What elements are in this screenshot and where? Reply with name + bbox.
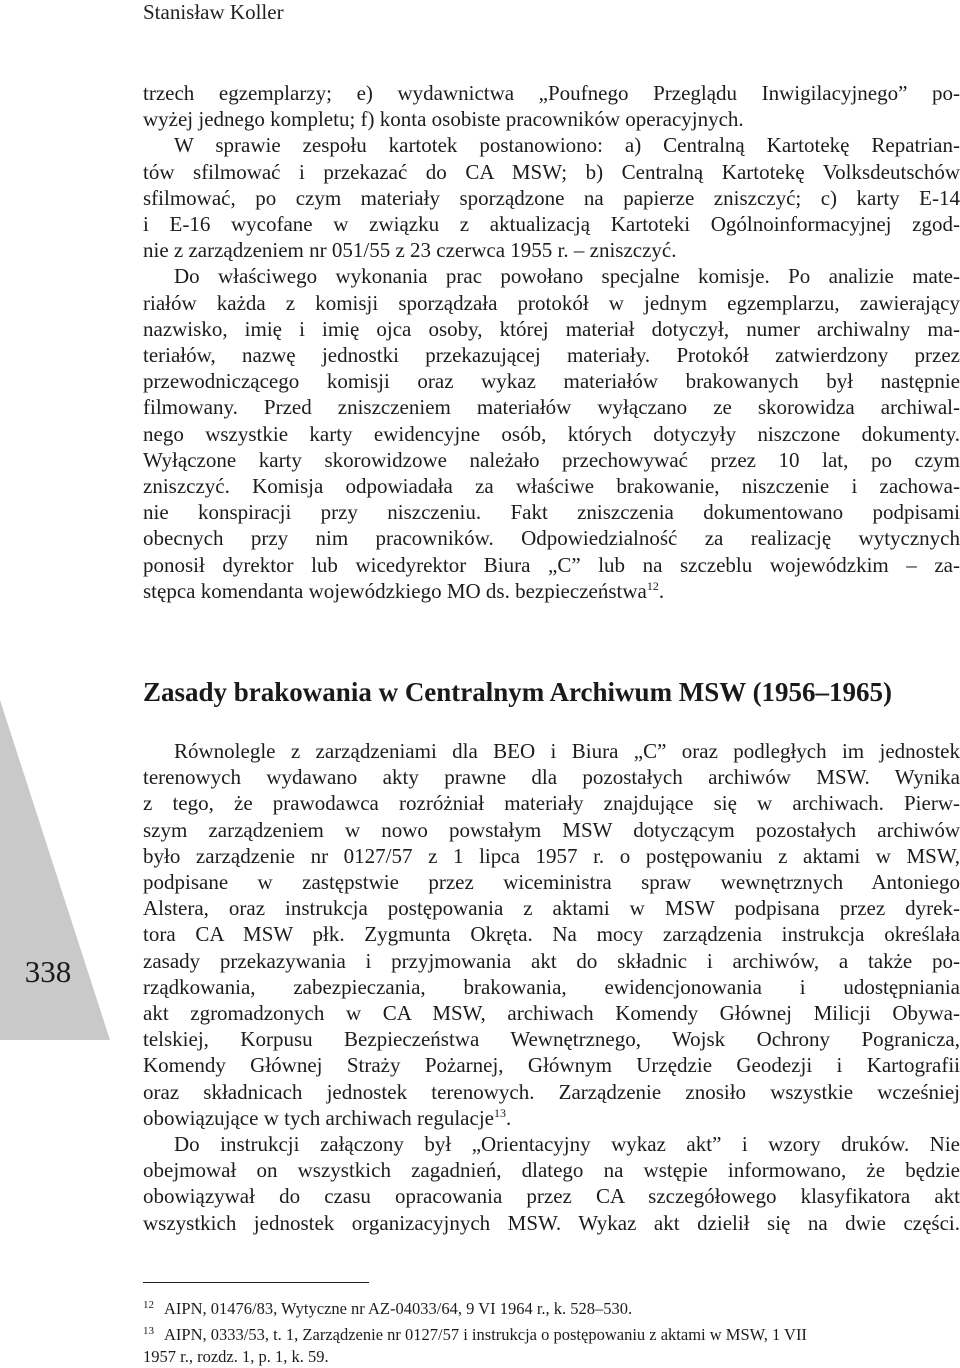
text-line: filmowany. Przed zniszczeniem materiałów wyłączano ze skorowidza archiwal- xyxy=(143,395,960,420)
text-line: W sprawie zespołu kartotek postanowiono: a) Centralną Kartotekę Repatrian- xyxy=(174,133,960,158)
text-line: przewodniczącego komisji oraz wykaz materiałów brakowanych był następnie xyxy=(143,369,960,394)
text-line: nie konspiracji przy niszczeniu. Fakt zniszczenia dokumentowano podpisami xyxy=(143,500,960,525)
page-number: 338 xyxy=(24,954,72,989)
footnote-text: AIPN, 0333/53, t. 1, Zarządzenie nr 0127/57 i instrukcja o postępowaniu z aktami w MSW, 1 VII xyxy=(164,1325,807,1344)
text-line: ponosił dyrektor lub wicedyrektor Biura „C” lub na szczeblu wojewódzkim – za- xyxy=(143,552,960,577)
section-heading: Zasady brakowania w Centralnym Archiwum MSW (1956–1965) xyxy=(143,677,893,707)
text-line: Alstera, oraz instrukcja postępowania z aktami w MSW podpisana przez dyrek- xyxy=(143,896,960,921)
text-line: Komendy Głównej Straży Pożarnej, Głównym Urzędzie Geodezji i Kartografii xyxy=(143,1053,960,1078)
text-line: oraz składnicach jednostek terenowych. Zarządzenie znosiło wszystkie wcześniej xyxy=(143,1079,960,1104)
text-line: nazwisko, imię i imię ojca osoby, której materiał dotyczył, numer archiwalny ma- xyxy=(143,316,960,341)
text-line: Wyłączone karty skorowidzowe należało przechowywać przez 10 lat, po czym xyxy=(143,447,960,472)
footnote xyxy=(143,1294,960,1320)
text-line: wyżej jednego kompletu; f) konta osobiste pracowników operacyjnych. xyxy=(143,107,744,132)
triangle-shape xyxy=(0,700,110,1040)
text-line: Do instrukcji załączony był „Orientacyjny wykaz akt” i wzory druków. Nie xyxy=(174,1132,960,1157)
footnote-text: AIPN, 01476/83, Wytyczne nr AZ-04033/64, 9 VI 1964 r., k. 528–530. xyxy=(164,1299,633,1318)
text-line: Równolegle z zarządzeniami dla BEO i Biura „C” oraz podległych im jednostek xyxy=(174,739,960,763)
text-line: zniszczyć. Komisja odpowiadała za właściwe brakowanie, niszczenie i zachowa- xyxy=(143,474,960,499)
text-line: obowiązywał do czasu opracowania przez CA szczegółowego klasyfikatora akt xyxy=(143,1184,960,1209)
footnote xyxy=(143,1320,960,1346)
text-line: i E-16 wycofane w związku z aktualizacją Kartoteki Ogólnoinformacyjnej zgod- xyxy=(143,212,960,237)
running-head: Stanisław Koller xyxy=(143,0,284,24)
text-line: Do właściwego wykonania prac powołano specjalne komisje. Po analizie mate- xyxy=(174,264,960,289)
text-line: podpisane w zastępstwie przez wiceministra spraw wewnętrznych Antoniego xyxy=(143,870,960,895)
text-line: wszystkich jednostek organizacyjnych MSW. Wykaz akt dzielił się na dwie części. xyxy=(143,1210,960,1235)
text-line: tora CA MSW płk. Zygmunta Okręta. Na mocy zarządzenia instrukcja określała xyxy=(143,922,960,947)
text-line: stępca komendanta wojewódzkiego MO ds. bezpieczeństwa xyxy=(143,578,647,603)
footnote-mark: 12 xyxy=(143,1299,154,1311)
footnote-ref[interactable]: 12 xyxy=(646,578,659,593)
text-line: nie z zarządzeniem nr 051/55 z 23 czerwca 1955 r. – zniszczyć. xyxy=(143,238,677,263)
text-line: zasady przekazywania i przyjmowania akt do składnic i archiwów, a także po- xyxy=(143,948,960,973)
body-text-bottom xyxy=(143,738,960,1236)
text-line: riałów każda z komisji sporządzała protokół w jednym egzemplarzu, zawierający xyxy=(143,290,960,315)
text-line: teriałów, nazwę jednostki przekazującej materiały. Protokół zatwierdzony przez xyxy=(143,343,960,368)
footnotes xyxy=(143,1294,960,1368)
text-line: tów sfilmować i przekazać do CA MSW; b) Centralną Kartotekę Volksdeutschów xyxy=(143,159,960,184)
text-line: telskiej, Korpusu Bezpieczeństwa Wewnętrznego, Wojsk Ochrony Pogranicza, xyxy=(143,1027,960,1052)
body-text-top xyxy=(143,80,960,604)
footnote-continuation: 1957 r., rozdz. 1, p. 1, k. 59. xyxy=(143,1347,329,1366)
text-line-last: obowiązujące w tych archiwach regulacje$^{13}$. xyxy=(143,1105,512,1130)
text-line: było zarządzenie nr 0127/57 z 1 lipca 1957 r. o postępowaniu z aktami w MSW, xyxy=(143,843,960,868)
footnote-divider xyxy=(143,1282,369,1283)
footnote-ref[interactable]: 13 xyxy=(493,1105,506,1120)
footnote-mark: 13 xyxy=(143,1325,154,1337)
text-line: akt zgromadzonych w CA MSW, archiwach Komendy Głównej Milicji Obywa- xyxy=(143,1001,960,1026)
text-line: obowiązujące w tych archiwach regulacje xyxy=(143,1105,494,1130)
text-line: nego wszystkie karty ewidencyjne osób, których dotyczyły niszczone dokumenty. xyxy=(143,421,960,446)
page-triangle-decoration xyxy=(0,700,110,1040)
text-line: z tego, że prawodawca rozróżniał materiały znajdujące się w archiwach. Pierw- xyxy=(143,791,960,816)
text-line: szym zarządzeniem w nowo powstałym MSW dotyczącym pozostałych archiwów xyxy=(143,817,960,842)
text-line: rządkowania, zabezpieczania, brakowania, ewidencjonowania i udostępniania xyxy=(143,974,960,999)
text-line: obejmował on wszystkich zagadnień, dlatego na wstępie informowano, że będzie xyxy=(143,1158,960,1183)
text-line-last: stępca komendanta wojewódzkiego MO ds. bezpieczeństwa$^{12}$. xyxy=(143,578,665,603)
text-line: trzech egzemplarzy; e) wydawnictwa „Poufnego Przeglądu Inwigilacyjnego” po- xyxy=(143,81,960,105)
text-line: sfilmować, po czym materiały sporządzone na papierze zniszczyć; c) karty E-14 xyxy=(143,185,960,210)
text-line: obecnych przy nim pracowników. Odpowiedzialność za realizację wytycznych xyxy=(143,526,960,551)
text-line: terenowych wydawano akty prawne dla pozostałych archiwów MSW. Wynika xyxy=(143,765,960,790)
